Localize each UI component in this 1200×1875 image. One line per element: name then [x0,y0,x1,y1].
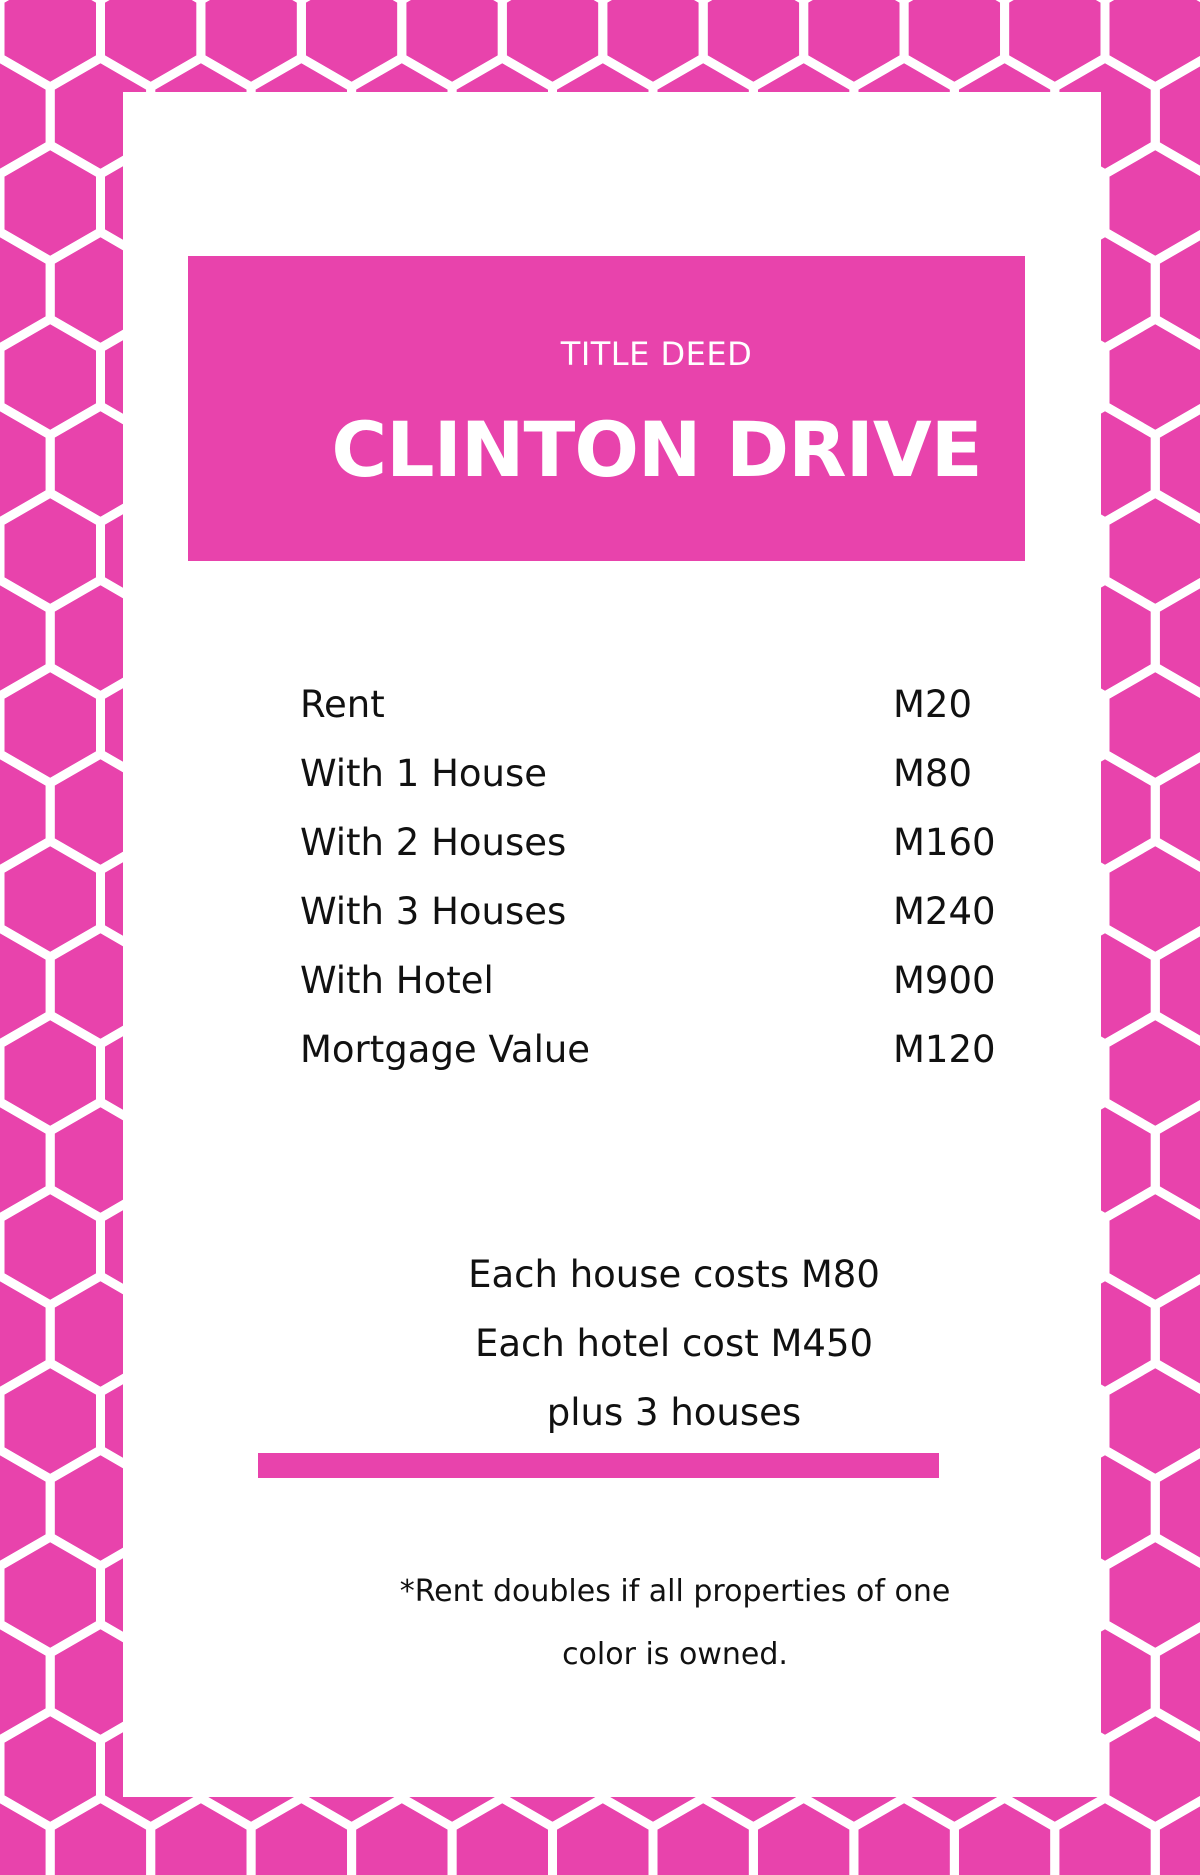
rent-row-value: M120 [893,1028,996,1071]
rent-row-label: With 3 Houses [300,890,567,933]
rent-row-label: With 1 House [300,752,548,795]
hexagon-tile [703,0,804,87]
hexagon-tile [101,0,201,87]
rent-row [300,1027,1020,1096]
building-costs [400,1240,948,1447]
rent-footnote [375,1560,975,1686]
rent-row-value: M80 [893,752,973,795]
hexagon-tile [50,1798,151,1875]
property-name: CLINTON DRIVE [331,405,982,494]
hexagon-tile [301,0,401,87]
hexagon-tile [402,0,503,87]
hexagon-tile [251,1798,352,1875]
hexagon-tile [0,0,101,87]
rent-row-value: M160 [893,821,996,864]
rent-row [300,820,1020,889]
rent-row-value: M900 [893,959,996,1002]
footnote-line-1: *Rent doubles if all properties of one [399,1574,951,1609]
hexagon-tile [1155,1798,1200,1875]
hexagon-tile [0,1798,50,1875]
rent-row-label: With 2 Houses [300,821,567,864]
hexagon-tile [804,0,904,87]
rent-row-label: With Hotel [300,959,494,1002]
hexagon-tile [352,1798,453,1875]
rent-row [300,958,1020,1027]
hexagon-tile [753,1798,854,1875]
hexagon-tile [201,0,302,87]
deed-label: TITLE DEED [560,335,753,373]
rent-row-value: M240 [893,890,996,933]
hexagon-tile [553,1798,654,1875]
hexagon-tile [904,0,1005,87]
hotel-cost-text: Each hotel cost M450 [474,1322,874,1365]
footnote-line-2: color is owned. [562,1637,788,1672]
house-cost-text: Each house costs M80 [468,1253,880,1296]
hexagon-tile [151,1798,251,1875]
hexagon-tile [954,1798,1054,1875]
hexagon-tile [653,1798,753,1875]
rent-row-label: Mortgage Value [300,1028,591,1071]
hexagon-tile [1055,1798,1156,1875]
hotel-cost-extra-text: plus 3 houses [546,1391,802,1434]
rent-row [300,682,1020,751]
divider-bar [258,1453,939,1478]
hexagon-tile [502,0,603,87]
hexagon-tile [603,0,703,87]
hexagon-tile [1005,0,1105,87]
rent-table [300,682,1020,1096]
rent-row [300,751,1020,820]
hexagon-tile [452,1798,552,1875]
hexagon-tile [854,1798,955,1875]
rent-row-value: M20 [893,683,973,726]
rent-row-label: Rent [300,683,385,726]
rent-row [300,889,1020,958]
